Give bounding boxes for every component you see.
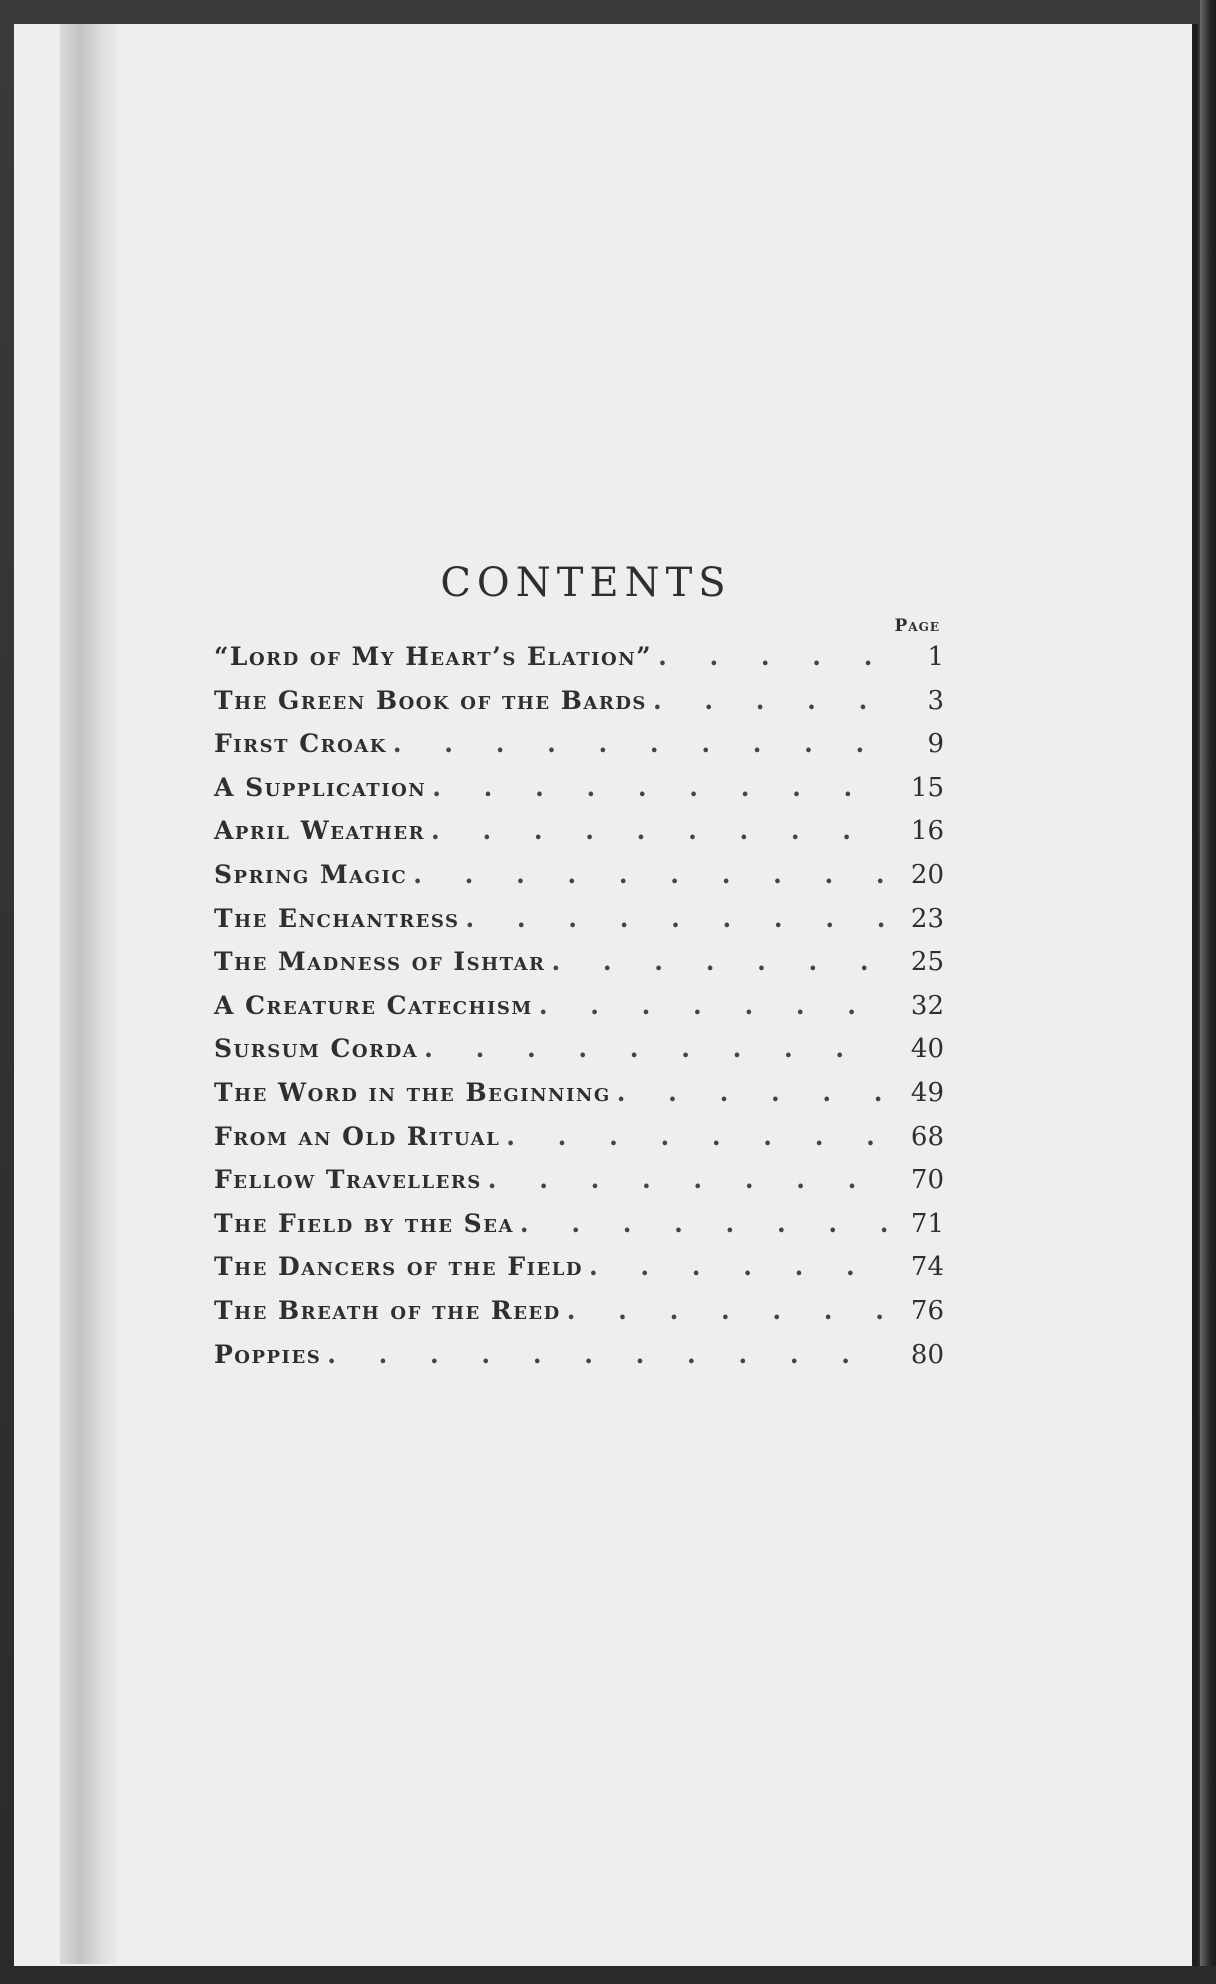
spine-shadow (60, 24, 118, 1964)
contents-entry (214, 860, 944, 904)
entry-title: April Weather (214, 816, 426, 846)
dot-leader (520, 1209, 888, 1238)
entry-title: The Dancers of the Field (214, 1252, 583, 1282)
entry-page-number: 49 (910, 1077, 944, 1108)
dot-leader (506, 1122, 888, 1151)
entry-page-number: 40 (910, 1034, 944, 1065)
entry-page-number: 16 (910, 816, 944, 847)
entry-page-number: 76 (910, 1295, 944, 1326)
entry-title: Spring Magic (214, 859, 408, 889)
contents-entry (214, 729, 944, 773)
entry-title: The Enchantress (214, 903, 460, 933)
entry-page-number: 20 (910, 859, 944, 890)
entry-page-number: 15 (910, 772, 944, 803)
dot-leader (413, 860, 888, 889)
entry-title: The Madness of Ishtar (214, 947, 546, 977)
contents-entry (214, 642, 944, 686)
entry-title: First Croak (214, 729, 387, 759)
page-right-edge (1200, 0, 1216, 1984)
dot-leader (653, 686, 888, 715)
entry-title: A Supplication (214, 772, 427, 802)
entry-page-number: 25 (910, 947, 944, 978)
page-column-heading: Page (894, 616, 940, 636)
entry-title: The Field by the Sea (214, 1208, 514, 1238)
contents-title: CONTENTS (440, 560, 732, 606)
dot-leader (465, 904, 888, 933)
entry-page-number: 23 (910, 903, 944, 934)
contents-entry (214, 686, 944, 730)
entry-page-number: 1 (927, 642, 944, 672)
dot-leader (327, 1340, 888, 1369)
dot-leader (617, 1078, 888, 1107)
dot-leader (551, 947, 888, 976)
entry-page-number: 74 (910, 1252, 944, 1283)
table-of-contents (214, 560, 944, 1383)
dot-leader (424, 1034, 888, 1063)
entry-page-number: 70 (910, 1165, 944, 1196)
entry-title: Fellow Travellers (214, 1165, 482, 1195)
dot-leader (567, 1296, 888, 1325)
contents-entry (214, 947, 944, 991)
dot-leader (589, 1252, 888, 1281)
entry-page-number: 71 (910, 1208, 944, 1239)
page-bottom-edge (0, 1966, 1216, 1984)
dot-leader (488, 1165, 888, 1194)
entry-title: Poppies (214, 1339, 322, 1369)
entry-title: Sursum Corda (214, 1034, 419, 1064)
contents-entry (214, 816, 944, 860)
contents-entry (214, 1165, 944, 1209)
contents-entry (214, 1078, 944, 1122)
dot-leader (393, 729, 888, 758)
entry-page-number: 9 (927, 729, 944, 760)
entry-title: From an Old Ritual (214, 1121, 501, 1151)
dot-leader (431, 816, 888, 845)
contents-list (214, 642, 944, 1383)
entry-page-number: 68 (910, 1121, 944, 1152)
entry-title: A Creature Catechism (214, 990, 533, 1020)
entry-page-number: 3 (927, 685, 944, 716)
contents-entry (214, 904, 944, 948)
entry-page-number: 80 (910, 1339, 944, 1370)
entry-title: The Green Book of the Bards (214, 685, 647, 715)
contents-entry (214, 773, 944, 817)
entry-title: “Lord of My Heart’s Elation” (214, 642, 653, 671)
contents-entry (214, 1122, 944, 1166)
contents-entry (214, 1209, 944, 1253)
contents-entry (214, 1296, 944, 1340)
entry-page-number: 32 (910, 990, 944, 1021)
contents-entry (214, 1252, 944, 1296)
entry-title: The Breath of the Reed (214, 1295, 561, 1325)
entry-title: The Word in the Beginning (214, 1077, 611, 1107)
contents-entry (214, 1034, 944, 1078)
dot-leader (658, 642, 888, 671)
page-gutter (14, 24, 22, 1968)
dot-leader (432, 773, 888, 802)
dot-leader (539, 991, 888, 1020)
contents-entry (214, 991, 944, 1035)
contents-entry (214, 1340, 944, 1384)
